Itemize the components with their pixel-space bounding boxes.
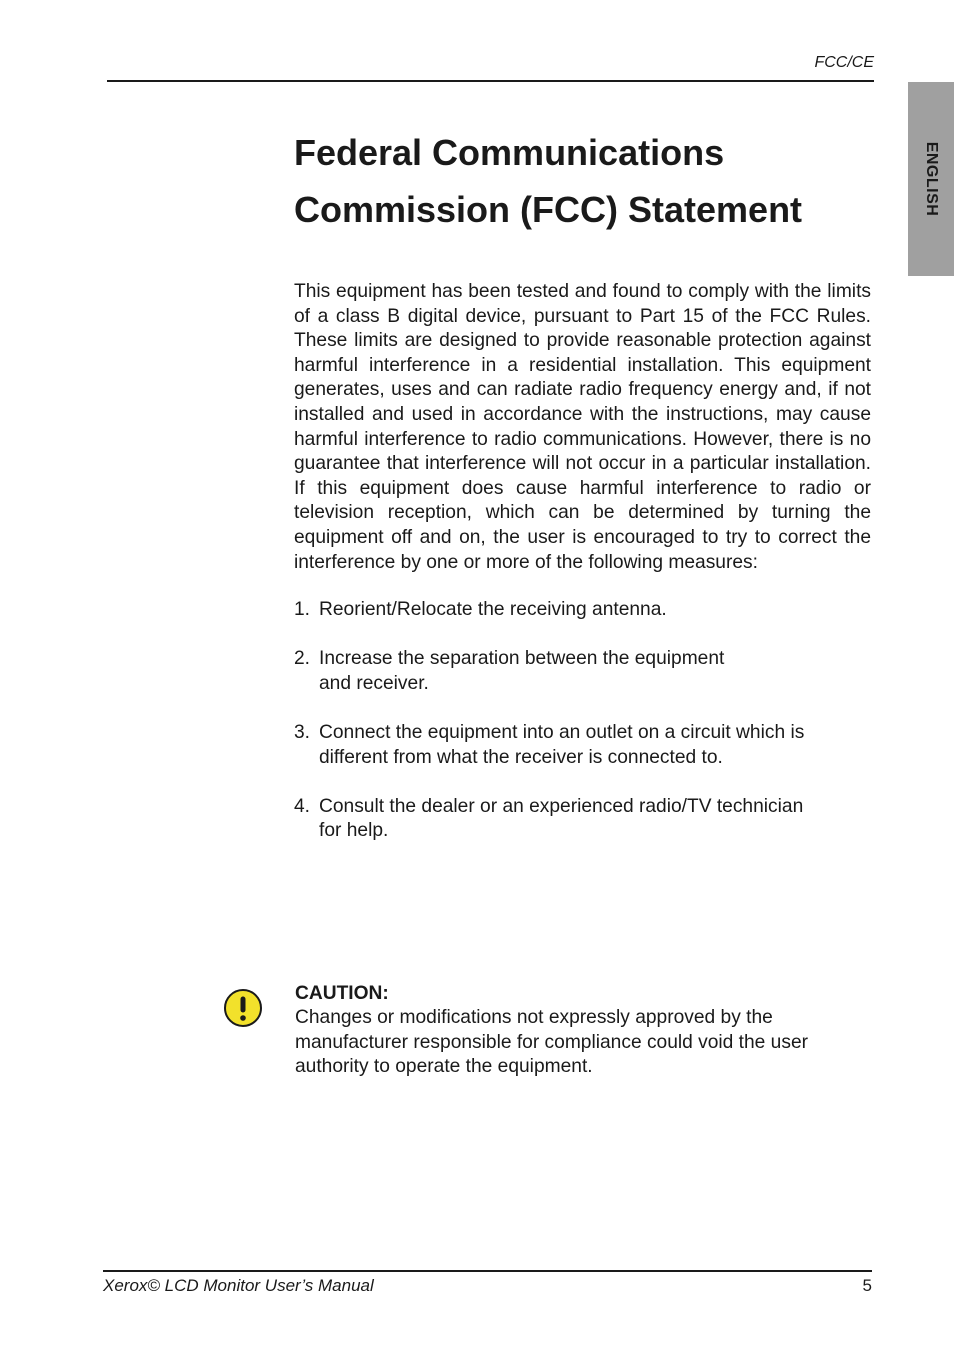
page-title-line-2: Commission (FCC) Statement — [294, 189, 803, 230]
page-title — [294, 124, 874, 238]
header-divider — [107, 80, 874, 82]
page-title-line-1: Federal Communications — [294, 132, 725, 173]
list-item — [294, 598, 871, 623]
list-item-number: 2. — [294, 648, 311, 670]
list-item — [294, 721, 871, 770]
language-tab-label: ENGLISH — [923, 141, 940, 217]
measures-list — [294, 598, 871, 869]
list-item-text: Consult the dealer or an experienced radio/TV technician for help. — [319, 795, 804, 842]
list-item-text: Reorient/Relocate the receiving antenna. — [319, 599, 667, 620]
list-item-number: 4. — [294, 795, 311, 817]
fcc-statement-paragraph: This equipment has been tested and found to comply with the limits of a class B digital device, pursuant to Part 15 of the FCC Rules. These limits are designed to provide reasonable protection against harmful interference in a residential installation. This equipment generates, uses and can radiate radio frequency energy and, if not installed and used in accordance with the instructions, may cause harmful interference to radio communications. However, there is no guarantee that interference will not occur in a particular installation. If this equipment does cause harmful interference to radio or television reception, which can be determined by turning the equipment off and on, the user is encouraged to try to correct the interference by one or more of the following measures: — [294, 281, 871, 573]
list-item — [294, 795, 871, 844]
list-item-text: Connect the equipment into an outlet on a circuit which is different from what the receiver is connected to. — [319, 721, 805, 768]
list-item-text: Increase the separation between the equipment and receiver. — [319, 648, 725, 694]
page-number: 5 — [862, 1276, 872, 1295]
list-item-number: 1. — [294, 599, 311, 620]
caution-text: Changes or modifications not expressly approved by the manufacturer responsible for compliance could void the user authority to operate the equipment. — [295, 1007, 809, 1078]
section-header: FCC/CE — [814, 54, 874, 71]
footer-divider — [103, 1270, 872, 1272]
caution-title: CAUTION: — [295, 983, 389, 1004]
language-tab — [908, 82, 954, 276]
exclamation-caution-icon — [223, 988, 263, 1028]
footer-manual-title: Xerox© LCD Monitor User’s Manual — [103, 1276, 374, 1295]
list-item-number: 3. — [294, 721, 311, 743]
list-item — [294, 647, 871, 696]
